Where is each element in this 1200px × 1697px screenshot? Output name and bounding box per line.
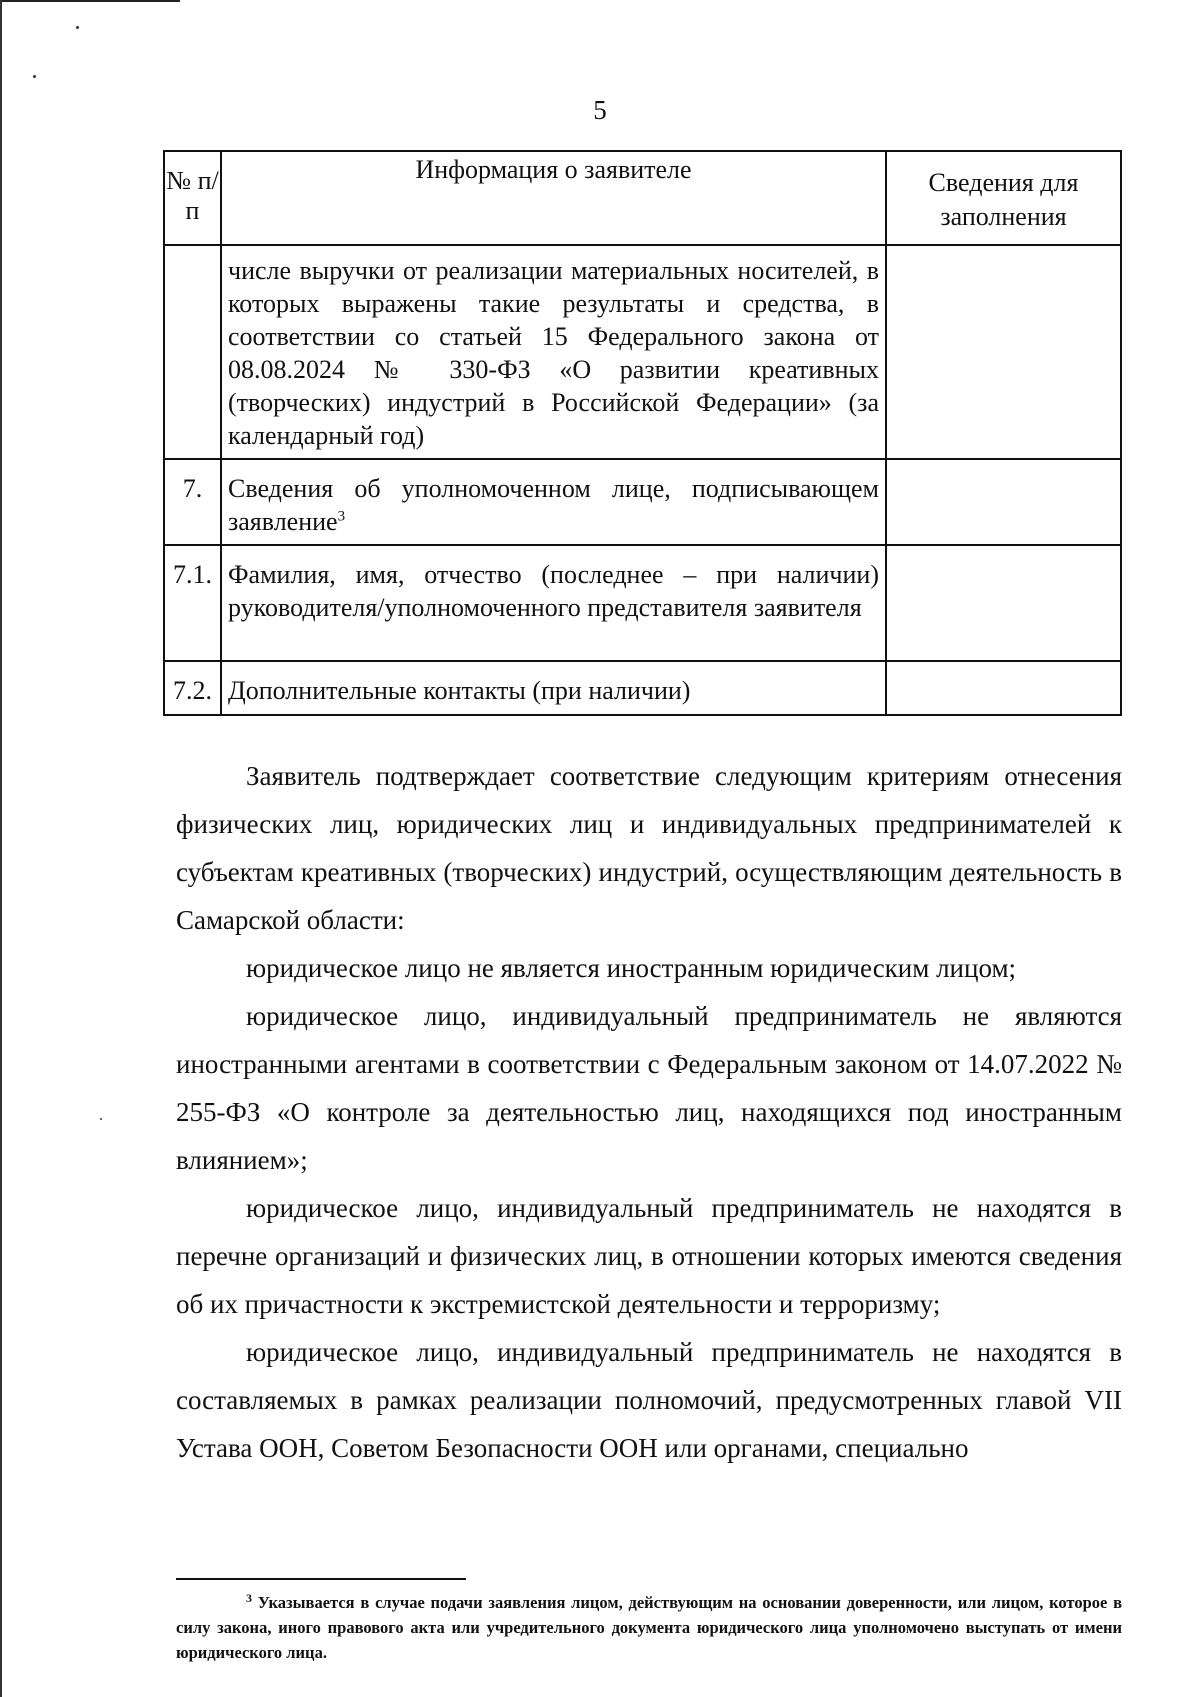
- row-number: [164, 245, 221, 459]
- scan-edge-left: [0, 0, 2, 1697]
- footnote-separator: [176, 1578, 466, 1580]
- footnote-mark: 3: [246, 1590, 252, 1605]
- header-number: № п/п: [164, 151, 221, 245]
- row-info: Дополнительные контакты (при наличии): [221, 661, 886, 715]
- header-fill: Сведения для заполнения: [886, 151, 1121, 245]
- table-header-row: [164, 151, 1121, 245]
- paragraph: юридическое лицо не является иностранным юридическим лицом;: [246, 953, 1017, 983]
- body-text: [176, 752, 1122, 1472]
- scan-edge-top: [0, 0, 180, 2]
- paragraph: юридическое лицо, индивидуальный предприниматель не находятся в перечне организаций и физических лиц, в отношении которых имеются сведения об их причастности к экстремистской деятельности и терроризму;: [176, 1193, 1122, 1319]
- footnote-ref: 3: [337, 508, 346, 525]
- table-row: [164, 661, 1121, 715]
- paragraph: Заявитель подтверждает соответствие следующим критериям отнесения физических лиц, юридических лиц и индивидуальных предпринимателей к субъектам креативных (творческих) индустрий, осуществляющим деятельность в Самарской области:: [176, 761, 1122, 935]
- table-row: [164, 545, 1121, 661]
- row-info: Фамилия, имя, отчество (последнее – при наличии) руководителя/уполномоченного представителя заявителя: [221, 545, 886, 661]
- row-number: 7.2.: [164, 661, 221, 715]
- row-fill-cell[interactable]: [886, 245, 1121, 459]
- row-number: 7.: [164, 459, 221, 545]
- scan-speck: [33, 75, 36, 78]
- row-info-text: Сведения об уполномоченном лице, подписывающем заявление: [228, 474, 879, 536]
- row-number: 7.1.: [164, 545, 221, 661]
- header-info: Информация о заявителе: [221, 151, 886, 245]
- row-fill-cell[interactable]: [886, 661, 1121, 715]
- table-row: [164, 245, 1121, 459]
- table-row: [164, 459, 1121, 545]
- page-number: 5: [593, 95, 607, 125]
- footnote: [176, 1590, 1122, 1665]
- scan-speck: [100, 1118, 102, 1120]
- row-info: [221, 459, 886, 545]
- applicant-info-table: [163, 150, 1122, 716]
- paragraph: юридическое лицо, индивидуальный предприниматель не находятся в составляемых в рамках реализации полномочий, предусмотренных главой VII Устава ООН, Советом Безопасности ООН или органами, специально: [176, 1337, 1122, 1463]
- row-fill-cell[interactable]: [886, 545, 1121, 661]
- scan-speck: [76, 26, 79, 29]
- row-fill-cell[interactable]: [886, 459, 1121, 545]
- row-info: числе выручки от реализации материальных носителей, в которых выражены такие результаты и средства, в соответствии со статьей 15 Федерального закона от 08.08.2024 № 330-ФЗ «О развитии креативных (творческих) индустрий в Российской Федерации» (за календарный год): [221, 245, 886, 459]
- paragraph: юридическое лицо, индивидуальный предприниматель не являются иностранными агентами в соответствии с Федеральным законом от 14.07.2022 № 255-ФЗ «О контроле за деятельностью лиц, находящихся под иностранным влиянием»;: [176, 1001, 1122, 1175]
- footnote-text: Указывается в случае подачи заявления лицом, действующим на основании доверенности, или лицом, которое в силу закона, иного правового акта или учредительного документа юридического лица уполномочено выступать от имени юридического лица.: [176, 1593, 1123, 1662]
